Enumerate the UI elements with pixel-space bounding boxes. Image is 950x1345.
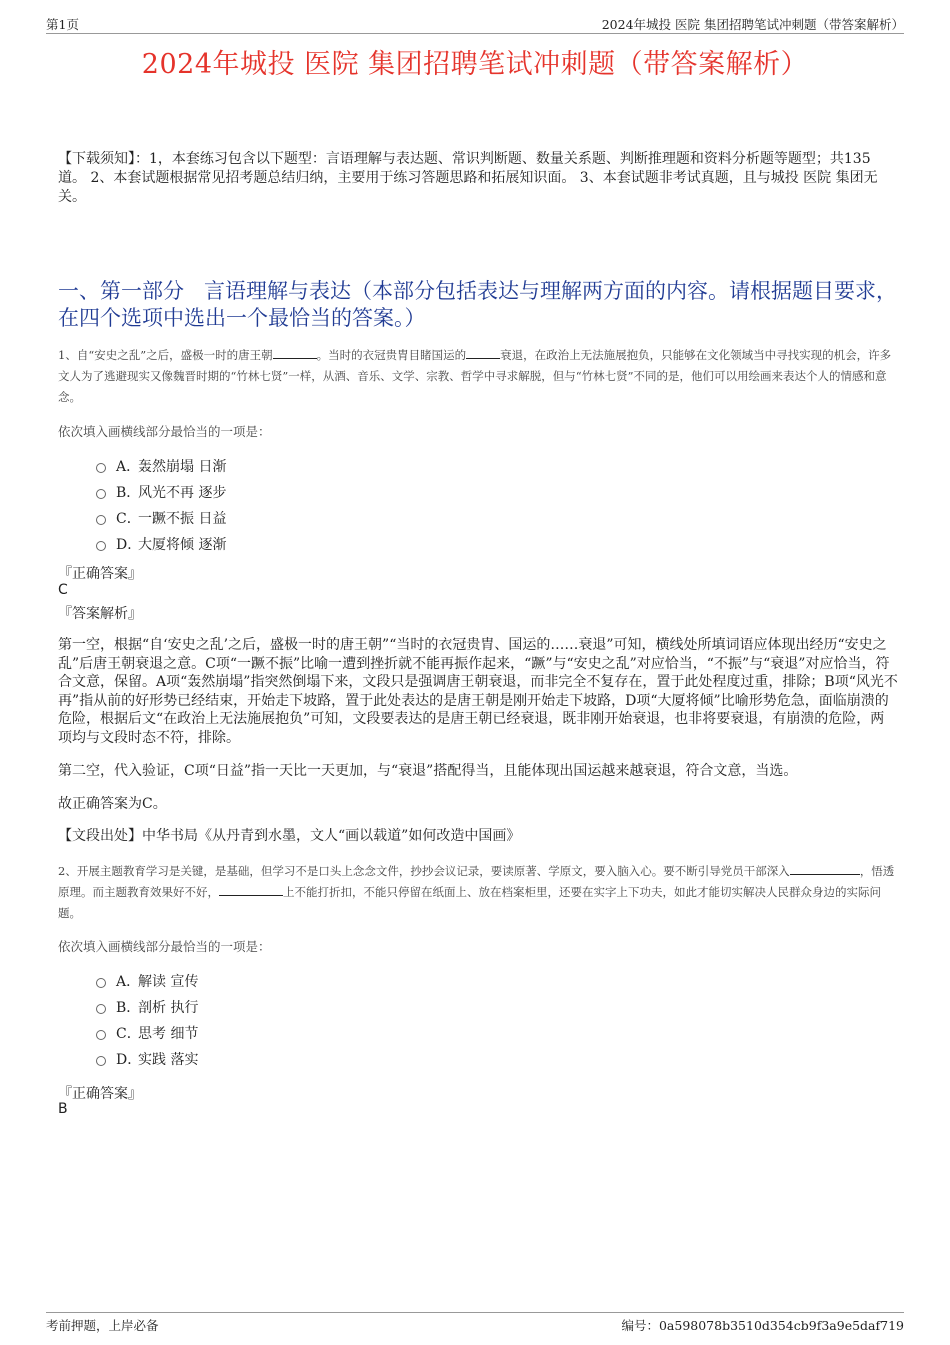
option-text: 解读 宣传 bbox=[138, 974, 199, 990]
q1-blank-1 bbox=[273, 346, 317, 359]
option-text: 轰然崩塌 日渐 bbox=[138, 459, 227, 475]
q2-option-d[interactable] bbox=[96, 1046, 198, 1072]
radio-icon[interactable] bbox=[96, 1004, 106, 1014]
q2-blank-1 bbox=[790, 862, 860, 875]
option-letter: C． bbox=[116, 511, 141, 527]
q2-option-b[interactable] bbox=[96, 994, 198, 1020]
radio-icon[interactable] bbox=[96, 515, 106, 525]
section-heading bbox=[58, 278, 898, 332]
q1-options bbox=[96, 453, 226, 557]
q1-stem-part-b: 。当时的衣冠贵胄目睹国运的 bbox=[316, 348, 467, 362]
download-notice: 【下载须知】：1，本套练习包含以下题型：言语理解与表达题、常识判断题、数量关系题、判断推理题和资料分析题等题型；共135道。 2、本套试题根据常见招考题总结归纳，主要用于练习答题思路和拓展知识面。 3、本套试题非考试真题，且与城投 医院 集团无关。 bbox=[58, 151, 878, 205]
option-text: 风光不再 逐步 bbox=[138, 485, 227, 501]
option-text: 实践 落实 bbox=[138, 1052, 199, 1068]
q1-blank-2 bbox=[466, 346, 500, 359]
q1-answer-label: 『正确答案』 bbox=[58, 566, 142, 582]
section-description: 言语理解与表达（本部分包括表达与理解两方面的内容。请根据题目要求，在四个选项中选出一个最恰当的答案。） bbox=[58, 279, 897, 330]
page-header bbox=[46, 13, 904, 34]
option-text: 一蹶不振 日益 bbox=[138, 511, 227, 527]
option-letter: B． bbox=[116, 485, 141, 501]
q1-stem-part-c: 衰退，在政治上无法施展抱负，只能够在文化领域当中寻找实现的机会，许多文人为了逃避现实又像魏晋时期的“竹林七贤”一样，从酒、音乐、文学、宗教、哲学中寻求解脱，但与“竹林七贤”不同的是，他们可以用绘画来表达个人的情感和意念。 bbox=[58, 348, 892, 404]
footer-slogan: 考前押题，上岸必备 bbox=[46, 1318, 159, 1333]
question-1-stem bbox=[58, 345, 898, 408]
q2-options bbox=[96, 968, 198, 1072]
option-letter: B． bbox=[116, 1000, 141, 1016]
header-doc-title: 2024年城投 医院 集团招聘笔试冲刺题（带答案解析） bbox=[601, 17, 904, 32]
option-letter: C． bbox=[116, 1026, 141, 1042]
q1-analysis-label: 『答案解析』 bbox=[58, 606, 142, 622]
q2-answer-label: 『正确答案』 bbox=[58, 1086, 142, 1102]
radio-icon[interactable] bbox=[96, 1030, 106, 1040]
q1-option-c[interactable] bbox=[96, 505, 226, 531]
radio-icon[interactable] bbox=[96, 1056, 106, 1066]
option-letter: A． bbox=[116, 974, 141, 990]
q1-analysis-paragraph-1: 第一空，根据“自‘安史之乱’之后，盛极一时的唐王朝”“当时的衣冠贵胄、国运的……衰退”可知，横线处所填词语应体现出经历“安史之乱”后唐王朝衰退之意。C项“一蹶不振”比喻一遭到挫折就不能再振作起来，“蹶”与“安史之乱”对应恰当，“不振”与“衰退”对应恰当，符合文意，保留。A项“轰然崩塌”指突然倒塌下来，文段只是强调唐王朝衰退，而非完全不复存在，置于此处程度过重，排除；B项“风光不再”指从前的好形势已经结束，开始走下坡路，置于此处表达的是唐王朝是刚开始走下坡路，D项“大厦将倾”比喻形势危急，面临崩溃的危险，根据后文“在政治上无法施展抱负”可知，文段要表达的是唐王朝已经衰退，既非刚开始衰退，也非将要衰退，有崩溃的危险，两项均与文段时态不符，排除。 bbox=[58, 637, 898, 746]
radio-icon[interactable] bbox=[96, 463, 106, 473]
q2-stem-part-b: ，悟透原理。而主题教育效果好不好， bbox=[58, 864, 895, 899]
page-number: 第1页 bbox=[46, 17, 79, 32]
q2-answer: B bbox=[58, 1101, 68, 1117]
question-2-stem bbox=[58, 861, 898, 924]
q1-answer: C bbox=[58, 582, 68, 598]
q1-option-d[interactable] bbox=[96, 531, 226, 557]
q2-stem-part-c: 上不能打折扣，不能只停留在纸面上、放在档案柜里，还要在实字上下功夫，如此才能切实解决人民群众身边的实际问题。 bbox=[58, 885, 881, 920]
page-footer bbox=[46, 1312, 904, 1343]
radio-icon[interactable] bbox=[96, 978, 106, 988]
q1-source: 【文段出处】中华书局《从丹青到水墨，文人“画以载道”如何改造中国画》 bbox=[58, 828, 521, 844]
page-title: 2024年城投 医院 集团招聘笔试冲刺题（带答案解析） bbox=[141, 49, 809, 80]
radio-icon[interactable] bbox=[96, 489, 106, 499]
q1-analysis-paragraph-3: 故正确答案为C。 bbox=[58, 796, 167, 812]
q1-analysis-paragraph-2: 第二空，代入验证，C项“日益”指一天比一天更加，与“衰退”搭配得当，且能体现出国运越来越衰退，符合文意，当选。 bbox=[58, 763, 798, 779]
option-text: 大厦将倾 逐渐 bbox=[138, 537, 227, 553]
q2-option-a[interactable] bbox=[96, 968, 198, 994]
q1-option-b[interactable] bbox=[96, 479, 226, 505]
option-letter: A． bbox=[116, 459, 141, 475]
q2-blank-2 bbox=[219, 883, 283, 896]
option-text: 思考 细节 bbox=[138, 1026, 199, 1042]
option-letter: D． bbox=[116, 1052, 142, 1068]
option-letter: D． bbox=[116, 537, 142, 553]
q2-instruction: 依次填入画横线部分最恰当的一项是： bbox=[58, 939, 271, 954]
footer-serial: 编号：0a598078b3510d354cb9f3a9e5daf719 bbox=[621, 1318, 904, 1333]
radio-icon[interactable] bbox=[96, 541, 106, 551]
q1-instruction: 依次填入画横线部分最恰当的一项是： bbox=[58, 424, 271, 439]
q1-option-a[interactable] bbox=[96, 453, 226, 479]
option-text: 剖析 执行 bbox=[138, 1000, 199, 1016]
q1-stem-part-a: 1、自“安史之乱”之后，盛极一时的唐王朝 bbox=[58, 348, 273, 362]
q2-option-c[interactable] bbox=[96, 1020, 198, 1046]
section-part: 一、第一部分 bbox=[58, 279, 184, 303]
q2-stem-part-a: 2、开展主题教育学习是关键，是基础，但学习不是口头上念念文件，抄抄会议记录，要读原著、学原文，要入脑入心。要不断引导党员干部深入 bbox=[58, 864, 790, 878]
